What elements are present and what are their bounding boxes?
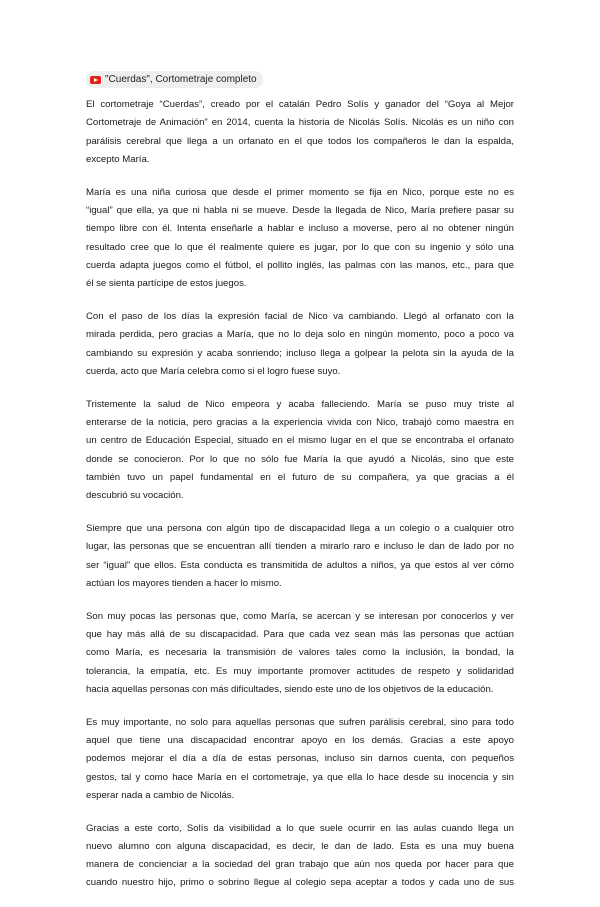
text-line: un centro de Educación Especial, situado en el mismo lugar en el que se encontraba el orfanato: [86, 435, 514, 447]
text-line: El cortometraje “Cuerdas”, creado por el catalán Pedro Solís y ganador del “Goya al Mejor: [86, 99, 514, 110]
text-line: Es muy importante, no solo para aquellas personas que sufren parálisis cerebral, sino para todo: [86, 716, 514, 728]
paragraph: [86, 396, 514, 506]
text-line: parálisis cerebral que llega a un orfanato en el que todos los compañeros le dan la espalda,: [86, 135, 514, 147]
text-line: esperar nada a cambio de Nicolás.: [86, 789, 235, 801]
text-line: Tristemente la salud de Nico empeora y acaba falleciendo. María se puso muy triste al: [86, 398, 514, 410]
video-link-label: "Cuerdas", Cortometraje completo: [105, 74, 257, 85]
text-line: excepto María.: [86, 153, 150, 165]
paragraph: [86, 96, 514, 169]
text-line: lugar, las personas que se encuentran allí tienden a mirarlo raro e incluso le dan de lado por no: [86, 541, 514, 553]
text-line: Cortometraje de Animación” en 2014, cuenta la historia de Nicolás Solís. Nicolás es un niño con: [86, 117, 514, 129]
text-line: Siempre que una persona con algún tipo de discapacidad llega a un colegio o a cualquier otro: [86, 522, 514, 534]
text-line: cuerda, acto que María celebra como si el logro fuese suyo.: [86, 365, 341, 377]
text-line: mirada perdida, pero gracias a María, que no lo deja solo en ningún momento, poco a poco va: [86, 329, 514, 341]
text-line: resultado cree que lo que él realmente quiere es jugar, por lo que con su ingenio y sólo una: [86, 241, 514, 253]
text-line: ser “igual” que ellos. Esta conducta es transmitida de adultos a niños, ya que estos al ver cómo: [86, 559, 514, 571]
text-line: enterarse de la noticia, pero gracias a la experiencia vivida con Nico, trabajó como maestra en: [86, 416, 514, 428]
text-line: hacia aquellas personas con más dificultades, siendo este uno de los objetivos de la educación.: [86, 683, 494, 695]
paragraph: [86, 308, 514, 381]
text-line: aquel que tiene una discapacidad encontrar apoyo en los demás. Gracias a este apoyo: [86, 734, 514, 746]
text-line: gestos, tal y como hace María en el cortometraje, ya que ella lo hace desde su inocencia y sin: [86, 771, 514, 783]
text-line: manera de concienciar a la sociedad del gran trabajo que aún nos queda por hacer para que: [86, 859, 514, 871]
text-line: donde se conocieron. Por lo que no sólo fue María la que ayudó a Nicolás, sino que este: [86, 453, 514, 465]
text-line: nuevo alumno con alguna discapacidad, es decir, le dan de lado. Esta es una muy buena: [86, 840, 514, 852]
youtube-icon: [90, 76, 101, 84]
text-line: que hay más allá de su discapacidad. Para que cada vez sean más las personas que actúan: [86, 628, 514, 640]
paragraph: [86, 820, 514, 893]
text-line: descubrió su vocación.: [86, 490, 184, 502]
paragraph: [86, 714, 514, 805]
text-line: Gracias a este corto, Solís da visibilidad a lo que suele ocurrir en las aulas cuando llega un: [86, 822, 514, 834]
video-link-chip[interactable]: [86, 71, 263, 88]
text-line: Con el paso de los días la expresión facial de Nico va cambiando. Llegó al orfanato con la: [86, 310, 514, 322]
text-line: tiempo libre con él. Intenta enseñarle a hablar e incluso a moverse, pero al no obtener ningún: [86, 223, 514, 235]
text-line: cuando nuestro hijo, primo o sobrino llegue al colegio sepa aceptar a todos y cada uno de sus: [86, 877, 514, 889]
text-line: cambiando su expresión y acaba sonriendo; incluso llega a golpear la pelota sin la ayuda de la: [86, 347, 514, 359]
text-line: Son muy pocas las personas que, como María, se acercan y se interesan por conocerlos y ver: [86, 610, 514, 622]
paragraph: [86, 608, 514, 699]
document-body: [86, 96, 514, 907]
text-line: cuerda adapta juegos como el fútbol, el pollito inglés, las palmas con las manos, etc., para que: [86, 259, 514, 271]
paragraph: [86, 184, 514, 294]
text-line: “igual” que ella, ya que ni habla ni se mueve. Desde la llegada de Nico, María prefiere pasar su: [86, 204, 514, 216]
text-line: también tuvo un papel fundamental en el futuro de su compañera, ya que gracias a él: [86, 471, 514, 483]
text-line: él se sienta partícipe de estos juegos.: [86, 278, 247, 290]
text-line: actúan los mayores tienden a hacer lo mismo.: [86, 577, 282, 589]
text-line: como María, es necesaria la transmisión de valores tales como la inclusión, la bondad, la: [86, 647, 514, 659]
text-line: podemos mejorar el día a día de estas personas, incluso sin darnos cuenta, con pequeños: [86, 753, 514, 765]
text-line: María es una niña curiosa que desde el primer momento se fija en Nico, porque este no es: [86, 186, 514, 198]
text-line: tolerancia, la empatía, etc. Es muy importante promover actitudes de respeto y solidaridad: [86, 665, 514, 677]
paragraph: [86, 520, 514, 593]
